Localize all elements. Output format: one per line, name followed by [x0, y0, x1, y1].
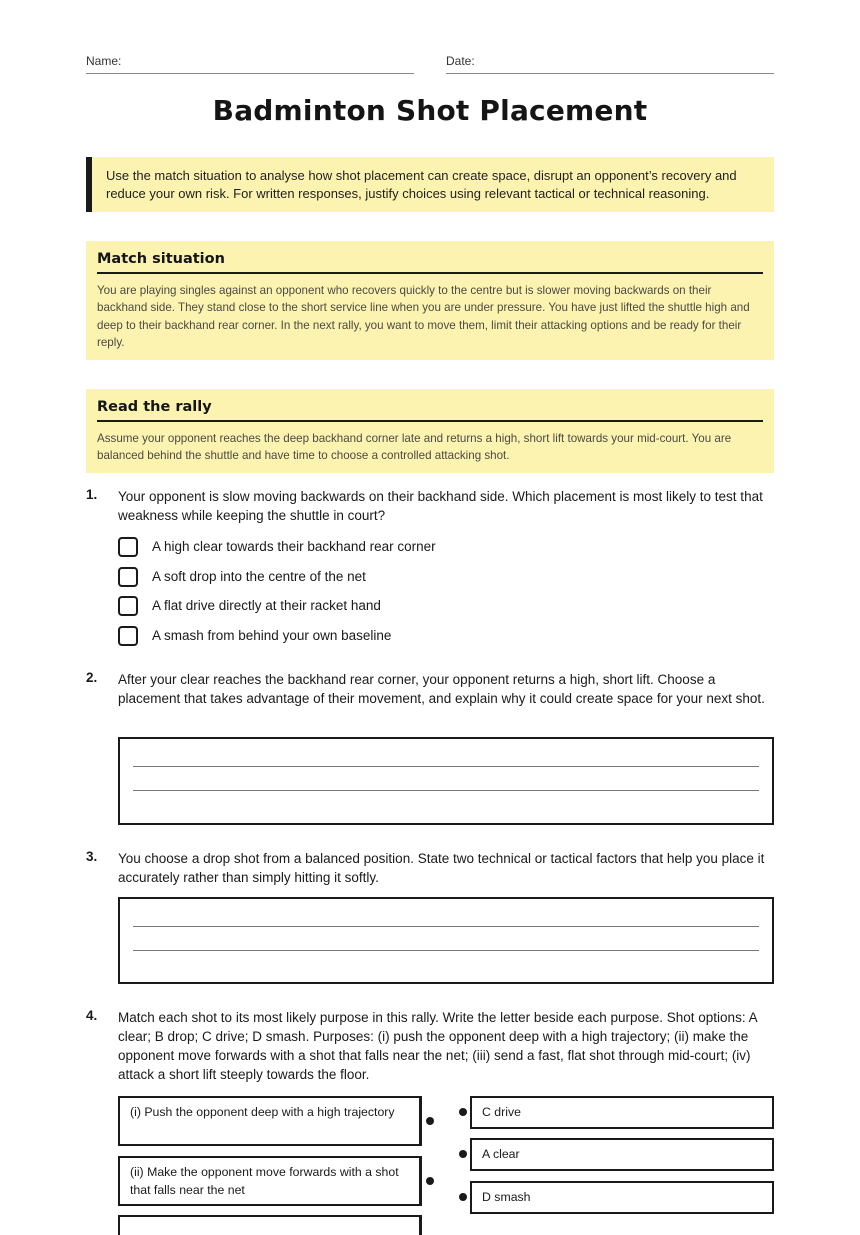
read-the-rally-heading: Read the rally — [97, 399, 763, 422]
question-number: 1. — [86, 487, 98, 502]
page-title: Badminton Shot Placement — [212, 94, 648, 127]
written-answer-box[interactable] — [118, 897, 774, 984]
match-dot[interactable] — [459, 1193, 467, 1201]
option-label: A flat drive directly at their racket hand — [152, 598, 381, 614]
match-dot[interactable] — [426, 1117, 434, 1125]
question-text: Your opponent is slow moving backwards on their backhand side. Which placement is most likely to test that weakness while keeping the shuttle in court? — [118, 489, 763, 523]
match-situation-panel — [86, 241, 774, 360]
option-item[interactable] — [118, 567, 758, 597]
purpose-label: (ii) Make the opponent move forwards with a shot that falls near the net — [130, 1165, 399, 1197]
option-checkbox[interactable] — [118, 537, 138, 557]
shot-label: A clear — [482, 1147, 520, 1161]
shot-label: D smash — [482, 1190, 531, 1204]
question-number: 2. — [86, 670, 98, 685]
option-checkbox[interactable] — [118, 626, 138, 646]
answer-line — [133, 926, 759, 927]
intro-callout: Use the match situation to analyse how shot placement can create space, disrupt an opponent’s recovery and reduce your own risk. For written responses, justify choices using relevant tactical or technical reasoning. — [86, 157, 774, 212]
question-text: Match each shot to its most likely purpose in this rally. Write the letter beside each purpose. Shot options: A clear; B drop; C drive; D smash. Purposes: (i) push the opponent deep with a high trajectory; (ii) make the opponent move forwards with a shot that falls near the net; (iii) send a fast, flat shot through mid-court; (iv) attack a short lift steeply towards the floor. — [118, 1010, 757, 1082]
date-label: Date: — [446, 54, 475, 68]
answer-options — [118, 537, 758, 655]
option-label: A high clear towards their backhand rear corner — [152, 539, 436, 554]
shot-box[interactable] — [470, 1138, 774, 1171]
purpose-box[interactable] — [118, 1156, 422, 1206]
question-number: 4. — [86, 1008, 98, 1023]
question-number: 3. — [86, 849, 98, 864]
match-situation-heading: Match situation — [97, 251, 763, 274]
purpose-box[interactable] — [118, 1096, 422, 1146]
shot-label: C drive — [482, 1105, 521, 1119]
option-label: A soft drop into the centre of the net — [152, 568, 366, 584]
read-the-rally-text: Assume your opponent reaches the deep backhand corner late and returns a high, short lift towards your mid-court. You are balanced behind the shuttle and have time to choose a controlled attacking shot. — [97, 432, 732, 463]
shot-box[interactable] — [470, 1096, 774, 1129]
option-label: A smash from behind your own baseline — [152, 627, 392, 643]
option-item[interactable] — [118, 537, 758, 567]
date-field[interactable] — [446, 54, 774, 74]
name-field[interactable] — [86, 54, 414, 74]
header-fields — [86, 54, 774, 74]
match-dot[interactable] — [459, 1108, 467, 1116]
option-item[interactable] — [118, 626, 758, 656]
read-the-rally-panel — [86, 389, 774, 473]
answer-line — [133, 950, 759, 951]
shot-box[interactable] — [470, 1181, 774, 1214]
option-checkbox[interactable] — [118, 596, 138, 616]
name-label: Name: — [86, 54, 122, 68]
written-answer-box[interactable] — [118, 737, 774, 825]
answer-line — [133, 766, 759, 767]
match-dot[interactable] — [426, 1177, 434, 1185]
option-item[interactable] — [118, 596, 758, 626]
answer-line — [133, 790, 759, 791]
question-text: After your clear reaches the backhand rear corner, your opponent returns a high, short lift. Choose a placement that takes advantage of their movement, and explain why it could create space for your next shot. — [118, 672, 765, 706]
purpose-box[interactable] — [118, 1215, 422, 1235]
purpose-label: (i) Push the opponent deep with a high trajectory — [130, 1105, 395, 1119]
match-dot[interactable] — [459, 1150, 467, 1158]
question-text: You choose a drop shot from a balanced position. State two technical or tactical factors that help you place it accurately rather than simply hitting it softly. — [118, 851, 765, 885]
option-checkbox[interactable] — [118, 567, 138, 587]
match-situation-text: You are playing singles against an opponent who recovers quickly to the centre but is slower moving backwards on their backhand side. They stand close to the short service line when you are under pressure. You have just lifted the shuttle high and deep to their backhand rear corner. In the next rally, you want to move them, limit their attacking options and be ready for their reply. — [97, 284, 750, 350]
